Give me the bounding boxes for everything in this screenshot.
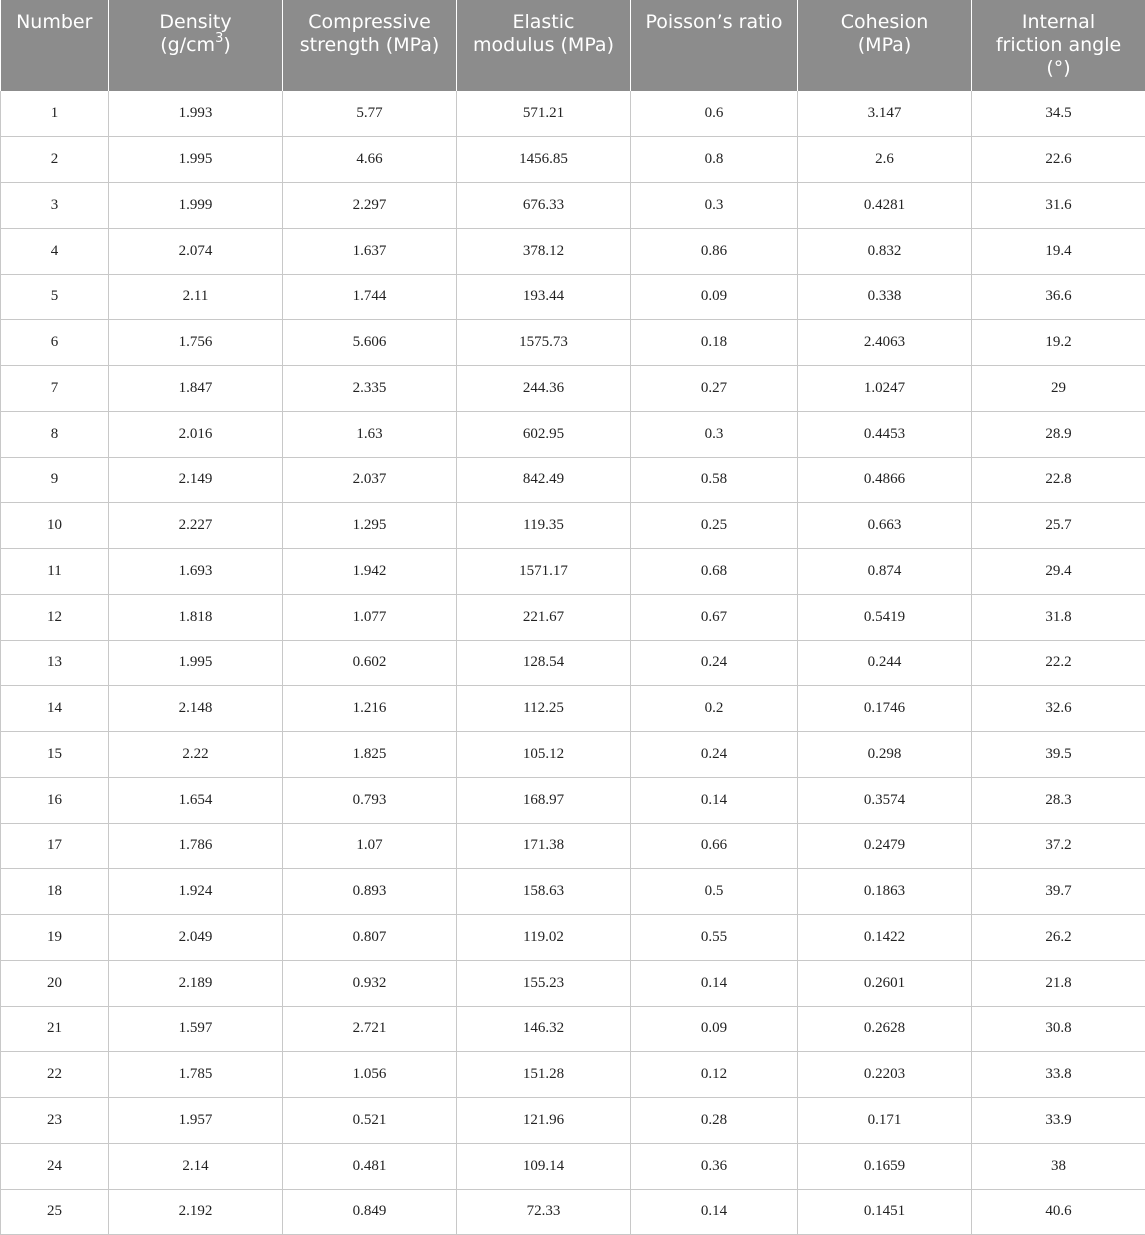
cell-poissons-ratio: 0.12 <box>631 1052 798 1098</box>
cell-elastic-modulus: 72.33 <box>457 1189 631 1235</box>
cell-internal-friction-angle: 22.2 <box>972 640 1145 686</box>
cell-poissons-ratio: 0.28 <box>631 1098 798 1144</box>
cell-number: 3 <box>1 183 109 229</box>
table-row <box>1 640 1145 686</box>
cell-cohesion: 0.3574 <box>798 777 972 823</box>
header-elastic-modulus <box>457 0 631 91</box>
cell-internal-friction-angle: 28.3 <box>972 777 1145 823</box>
cell-elastic-modulus: 158.63 <box>457 869 631 915</box>
cell-compressive-strength: 1.825 <box>283 732 457 778</box>
cell-poissons-ratio: 0.67 <box>631 594 798 640</box>
table-header <box>1 0 1145 91</box>
cell-elastic-modulus: 119.35 <box>457 503 631 549</box>
cell-elastic-modulus: 109.14 <box>457 1143 631 1189</box>
cell-elastic-modulus: 1456.85 <box>457 137 631 183</box>
cell-compressive-strength: 1.077 <box>283 594 457 640</box>
cell-density: 2.149 <box>109 457 283 503</box>
cell-internal-friction-angle: 19.2 <box>972 320 1145 366</box>
cell-compressive-strength: 0.481 <box>283 1143 457 1189</box>
cell-density: 2.11 <box>109 274 283 320</box>
cell-cohesion: 0.832 <box>798 228 972 274</box>
cell-cohesion: 0.1451 <box>798 1189 972 1235</box>
cell-density: 2.189 <box>109 960 283 1006</box>
table-row <box>1 366 1145 412</box>
cell-density: 1.654 <box>109 777 283 823</box>
header-internal-friction-angle <box>972 0 1145 91</box>
cell-compressive-strength: 2.335 <box>283 366 457 412</box>
cell-internal-friction-angle: 26.2 <box>972 915 1145 961</box>
cell-cohesion: 0.2203 <box>798 1052 972 1098</box>
table-row <box>1 777 1145 823</box>
table-body <box>1 91 1145 1235</box>
cell-number: 4 <box>1 228 109 274</box>
cell-compressive-strength: 2.721 <box>283 1006 457 1052</box>
cell-elastic-modulus: 676.33 <box>457 183 631 229</box>
cell-density: 1.999 <box>109 183 283 229</box>
cell-poissons-ratio: 0.09 <box>631 1006 798 1052</box>
header-unit-close: ) <box>223 34 231 56</box>
cell-number: 23 <box>1 1098 109 1144</box>
cell-internal-friction-angle: 29 <box>972 366 1145 412</box>
cell-density: 2.148 <box>109 686 283 732</box>
header-number <box>1 0 109 91</box>
cell-elastic-modulus: 121.96 <box>457 1098 631 1144</box>
table-row <box>1 1006 1145 1052</box>
cell-cohesion: 0.2479 <box>798 823 972 869</box>
cell-density: 2.227 <box>109 503 283 549</box>
cell-density: 1.786 <box>109 823 283 869</box>
cell-cohesion: 0.171 <box>798 1098 972 1144</box>
cell-number: 13 <box>1 640 109 686</box>
cell-poissons-ratio: 0.27 <box>631 366 798 412</box>
cell-compressive-strength: 2.297 <box>283 183 457 229</box>
cell-number: 6 <box>1 320 109 366</box>
cell-compressive-strength: 0.602 <box>283 640 457 686</box>
cell-number: 12 <box>1 594 109 640</box>
table-row <box>1 137 1145 183</box>
cell-compressive-strength: 4.66 <box>283 137 457 183</box>
cell-elastic-modulus: 119.02 <box>457 915 631 961</box>
header-cohesion <box>798 0 972 91</box>
cell-elastic-modulus: 571.21 <box>457 91 631 137</box>
cell-number: 18 <box>1 869 109 915</box>
table-row <box>1 594 1145 640</box>
table-row <box>1 732 1145 778</box>
cell-compressive-strength: 1.295 <box>283 503 457 549</box>
cell-compressive-strength: 2.037 <box>283 457 457 503</box>
header-density <box>109 0 283 91</box>
header-unit: (g/cm <box>160 34 216 56</box>
table-row <box>1 1189 1145 1235</box>
table-row <box>1 411 1145 457</box>
cell-internal-friction-angle: 40.6 <box>972 1189 1145 1235</box>
table-row <box>1 274 1145 320</box>
cell-density: 1.995 <box>109 640 283 686</box>
table-row <box>1 1052 1145 1098</box>
cell-density: 2.192 <box>109 1189 283 1235</box>
cell-elastic-modulus: 1575.73 <box>457 320 631 366</box>
cell-cohesion: 0.298 <box>798 732 972 778</box>
cell-cohesion: 0.244 <box>798 640 972 686</box>
cell-elastic-modulus: 602.95 <box>457 411 631 457</box>
cell-density: 1.924 <box>109 869 283 915</box>
cell-internal-friction-angle: 25.7 <box>972 503 1145 549</box>
cell-poissons-ratio: 0.55 <box>631 915 798 961</box>
cell-elastic-modulus: 128.54 <box>457 640 631 686</box>
cell-internal-friction-angle: 33.9 <box>972 1098 1145 1144</box>
cell-compressive-strength: 1.942 <box>283 549 457 595</box>
cell-density: 1.995 <box>109 137 283 183</box>
cell-cohesion: 0.1659 <box>798 1143 972 1189</box>
cell-poissons-ratio: 0.68 <box>631 549 798 595</box>
cell-internal-friction-angle: 21.8 <box>972 960 1145 1006</box>
cell-elastic-modulus: 146.32 <box>457 1006 631 1052</box>
header-poissons-ratio <box>631 0 798 91</box>
cell-number: 2 <box>1 137 109 183</box>
cell-poissons-ratio: 0.14 <box>631 960 798 1006</box>
cell-poissons-ratio: 0.8 <box>631 137 798 183</box>
header-line: Cohesion <box>840 11 929 33</box>
cell-cohesion: 0.2601 <box>798 960 972 1006</box>
cell-number: 15 <box>1 732 109 778</box>
cell-elastic-modulus: 155.23 <box>457 960 631 1006</box>
cell-elastic-modulus: 221.67 <box>457 594 631 640</box>
cell-elastic-modulus: 842.49 <box>457 457 631 503</box>
cell-number: 22 <box>1 1052 109 1098</box>
cell-elastic-modulus: 1571.17 <box>457 549 631 595</box>
cell-internal-friction-angle: 28.9 <box>972 411 1145 457</box>
cell-compressive-strength: 1.63 <box>283 411 457 457</box>
cell-number: 5 <box>1 274 109 320</box>
cell-cohesion: 0.663 <box>798 503 972 549</box>
cell-elastic-modulus: 105.12 <box>457 732 631 778</box>
cell-poissons-ratio: 0.18 <box>631 320 798 366</box>
cell-number: 9 <box>1 457 109 503</box>
cell-density: 1.957 <box>109 1098 283 1144</box>
header-superscript: 3 <box>215 30 224 46</box>
cell-compressive-strength: 1.07 <box>283 823 457 869</box>
cell-density: 1.993 <box>109 91 283 137</box>
cell-poissons-ratio: 0.66 <box>631 823 798 869</box>
table-row <box>1 91 1145 137</box>
table-row <box>1 960 1145 1006</box>
cell-cohesion: 1.0247 <box>798 366 972 412</box>
cell-internal-friction-angle: 36.6 <box>972 274 1145 320</box>
cell-density: 1.847 <box>109 366 283 412</box>
cell-density: 1.597 <box>109 1006 283 1052</box>
cell-internal-friction-angle: 39.5 <box>972 732 1145 778</box>
cell-internal-friction-angle: 32.6 <box>972 686 1145 732</box>
cell-poissons-ratio: 0.24 <box>631 732 798 778</box>
cell-internal-friction-angle: 31.8 <box>972 594 1145 640</box>
cell-internal-friction-angle: 38 <box>972 1143 1145 1189</box>
table-row <box>1 686 1145 732</box>
cell-poissons-ratio: 0.86 <box>631 228 798 274</box>
cell-compressive-strength: 0.793 <box>283 777 457 823</box>
cell-internal-friction-angle: 34.5 <box>972 91 1145 137</box>
cell-compressive-strength: 0.893 <box>283 869 457 915</box>
table-row <box>1 823 1145 869</box>
cell-number: 19 <box>1 915 109 961</box>
cell-compressive-strength: 0.849 <box>283 1189 457 1235</box>
header-line: friction angle <box>995 34 1122 56</box>
header-line: (°) <box>1046 57 1071 79</box>
header-line: Internal <box>1021 11 1096 33</box>
cell-number: 10 <box>1 503 109 549</box>
cell-number: 11 <box>1 549 109 595</box>
cell-cohesion: 0.5419 <box>798 594 972 640</box>
cell-cohesion: 0.1746 <box>798 686 972 732</box>
table-row <box>1 228 1145 274</box>
cell-cohesion: 2.4063 <box>798 320 972 366</box>
cell-density: 2.074 <box>109 228 283 274</box>
cell-compressive-strength: 1.637 <box>283 228 457 274</box>
cell-elastic-modulus: 193.44 <box>457 274 631 320</box>
cell-cohesion: 0.2628 <box>798 1006 972 1052</box>
cell-density: 2.016 <box>109 411 283 457</box>
cell-elastic-modulus: 151.28 <box>457 1052 631 1098</box>
cell-cohesion: 0.1863 <box>798 869 972 915</box>
table-row <box>1 503 1145 549</box>
cell-cohesion: 0.338 <box>798 274 972 320</box>
cell-density: 2.049 <box>109 915 283 961</box>
header-line: Poisson’s ratio <box>645 11 783 33</box>
cell-internal-friction-angle: 19.4 <box>972 228 1145 274</box>
cell-compressive-strength: 5.77 <box>283 91 457 137</box>
cell-internal-friction-angle: 29.4 <box>972 549 1145 595</box>
header-line: modulus (MPa) <box>473 34 614 56</box>
cell-density: 1.756 <box>109 320 283 366</box>
cell-density: 1.818 <box>109 594 283 640</box>
cell-compressive-strength: 0.521 <box>283 1098 457 1144</box>
cell-poissons-ratio: 0.6 <box>631 91 798 137</box>
cell-cohesion: 2.6 <box>798 137 972 183</box>
cell-poissons-ratio: 0.3 <box>631 411 798 457</box>
cell-number: 7 <box>1 366 109 412</box>
cell-number: 17 <box>1 823 109 869</box>
header-line: Density <box>159 11 232 33</box>
cell-density: 1.693 <box>109 549 283 595</box>
cell-elastic-modulus: 171.38 <box>457 823 631 869</box>
cell-compressive-strength: 1.744 <box>283 274 457 320</box>
cell-compressive-strength: 1.056 <box>283 1052 457 1098</box>
header-line: strength (MPa) <box>299 34 440 56</box>
header-line: (MPa) <box>857 34 912 56</box>
cell-density: 2.14 <box>109 1143 283 1189</box>
cell-compressive-strength: 0.932 <box>283 960 457 1006</box>
cell-elastic-modulus: 378.12 <box>457 228 631 274</box>
header-line: Number <box>16 11 93 33</box>
header-row <box>1 0 1145 91</box>
cell-number: 1 <box>1 91 109 137</box>
cell-number: 20 <box>1 960 109 1006</box>
header-compressive-strength <box>283 0 457 91</box>
cell-internal-friction-angle: 31.6 <box>972 183 1145 229</box>
table-row <box>1 915 1145 961</box>
cell-compressive-strength: 1.216 <box>283 686 457 732</box>
cell-poissons-ratio: 0.58 <box>631 457 798 503</box>
cell-elastic-modulus: 168.97 <box>457 777 631 823</box>
cell-number: 24 <box>1 1143 109 1189</box>
header-line: Compressive <box>308 11 431 33</box>
cell-cohesion: 0.874 <box>798 549 972 595</box>
cell-density: 2.22 <box>109 732 283 778</box>
cell-internal-friction-angle: 30.8 <box>972 1006 1145 1052</box>
cell-elastic-modulus: 244.36 <box>457 366 631 412</box>
header-line <box>115 30 276 57</box>
cell-number: 25 <box>1 1189 109 1235</box>
cell-poissons-ratio: 0.25 <box>631 503 798 549</box>
cell-number: 14 <box>1 686 109 732</box>
table-row <box>1 457 1145 503</box>
cell-elastic-modulus: 112.25 <box>457 686 631 732</box>
table-row <box>1 869 1145 915</box>
table-row <box>1 1098 1145 1144</box>
cell-poissons-ratio: 0.14 <box>631 777 798 823</box>
cell-internal-friction-angle: 37.2 <box>972 823 1145 869</box>
table-row <box>1 549 1145 595</box>
cell-poissons-ratio: 0.09 <box>631 274 798 320</box>
cell-poissons-ratio: 0.36 <box>631 1143 798 1189</box>
cell-cohesion: 0.1422 <box>798 915 972 961</box>
cell-poissons-ratio: 0.2 <box>631 686 798 732</box>
cell-poissons-ratio: 0.3 <box>631 183 798 229</box>
table-row <box>1 320 1145 366</box>
table-row <box>1 183 1145 229</box>
cell-poissons-ratio: 0.5 <box>631 869 798 915</box>
cell-poissons-ratio: 0.24 <box>631 640 798 686</box>
cell-number: 16 <box>1 777 109 823</box>
cell-internal-friction-angle: 33.8 <box>972 1052 1145 1098</box>
header-line: Elastic <box>512 11 575 33</box>
cell-poissons-ratio: 0.14 <box>631 1189 798 1235</box>
cell-number: 8 <box>1 411 109 457</box>
cell-cohesion: 0.4453 <box>798 411 972 457</box>
cell-number: 21 <box>1 1006 109 1052</box>
cell-compressive-strength: 0.807 <box>283 915 457 961</box>
cell-compressive-strength: 5.606 <box>283 320 457 366</box>
table-row <box>1 1143 1145 1189</box>
cell-internal-friction-angle: 22.6 <box>972 137 1145 183</box>
cell-cohesion: 0.4281 <box>798 183 972 229</box>
cell-density: 1.785 <box>109 1052 283 1098</box>
cell-internal-friction-angle: 22.8 <box>972 457 1145 503</box>
cell-internal-friction-angle: 39.7 <box>972 869 1145 915</box>
cell-cohesion: 0.4866 <box>798 457 972 503</box>
cell-cohesion: 3.147 <box>798 91 972 137</box>
